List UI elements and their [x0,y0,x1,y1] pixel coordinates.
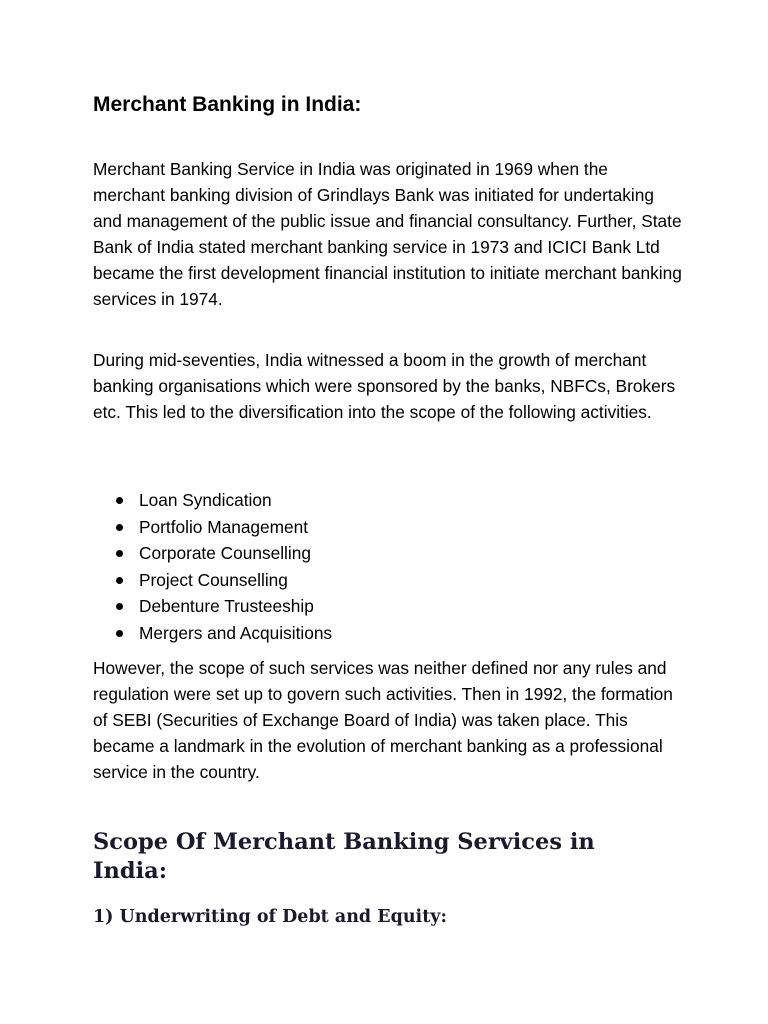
bullet-icon [116,630,123,637]
bullet-icon [116,577,123,584]
list-item-label: Corporate Counselling [139,543,311,564]
list-item-label: Debenture Trusteeship [139,596,314,617]
bullet-icon [116,524,123,531]
list-item [93,620,332,647]
subsection-heading-underwriting: 1) Underwriting of Debt and Equity: [93,907,447,927]
bullet-icon [116,550,123,557]
paragraph-sebi: However, the scope of such services was neither defined nor any rules and regulation were set up to govern such activities. Then in 1992, the formation of SEBI (Securities of Exchange Board of India) was taken place. This became a landmark in the evolution of merchant banking as a professional service in the country. [93,658,673,782]
bullet-icon [116,497,123,504]
list-item [93,540,332,567]
list-item [93,514,332,541]
paragraph-mid-seventies: During mid-seventies, India witnessed a boom in the growth of merchant banking organisations which were sponsored by the banks, NBFCs, Brokers etc. This led to the diversification into the scope of the following activities. [93,350,676,422]
activities-list [93,487,332,647]
section-heading-scope: Scope Of Merchant Banking Services in India: [93,829,595,884]
bullet-icon [116,603,123,610]
list-item [93,593,332,620]
page-title: Merchant Banking in India: [93,93,362,116]
list-item-label: Mergers and Acquisitions [139,622,333,643]
list-item [93,487,332,514]
list-item [93,567,332,594]
list-item-label: Portfolio Management [139,516,309,537]
list-item-label: Loan Syndication [139,490,272,510]
list-item-label: Project Counselling [139,569,288,590]
paragraph-origin: Merchant Banking Service in India was originated in 1969 when the merchant banking division of Grindlays Bank was initiated for undertaking and management of the public issue and financial consultancy. Further, State Bank of India stated merchant banking service in 1973 and ICICI Bank Ltd became the first development financial institution to initiate merchant banking services in 1974. [93,159,682,309]
